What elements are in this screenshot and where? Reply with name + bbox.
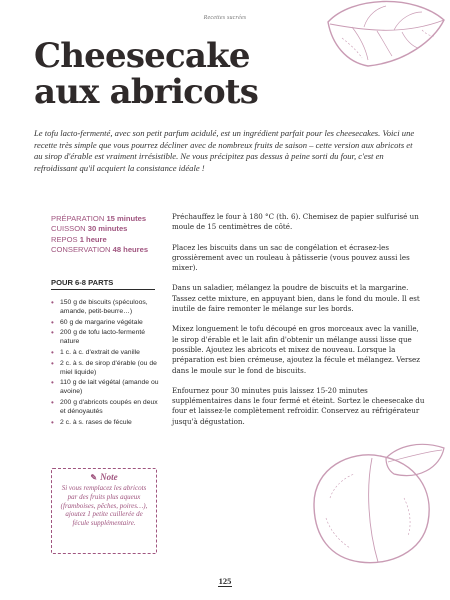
- meta-value: 30 minutes: [87, 224, 128, 234]
- page-number: [0, 576, 450, 586]
- meta-conservation: [51, 245, 161, 255]
- recipe-times: [51, 214, 161, 256]
- ingredient-item: • 200 g d'abricots coupés en deux et dénoyautés: [51, 399, 161, 417]
- ingredient-item: • 1 c. à c. d'extrait de vanille: [51, 349, 161, 358]
- meta-value: 48 heures: [112, 245, 149, 255]
- meta-label: REPOS: [51, 234, 78, 244]
- meta-value: 1 heure: [79, 234, 107, 244]
- ingredient-item: • 200 g de tofu lacto-fermenté nature: [51, 329, 161, 347]
- meta-label: PRÉPARATION: [51, 214, 105, 223]
- ingredient-item: • 2 c. à s. de sirop d'érable (ou de miel liquide): [51, 360, 161, 378]
- ingredient-list: [51, 299, 161, 429]
- ingredient-item: • 60 g de margarine végétale: [51, 319, 161, 328]
- running-head: Recettes sucrées: [203, 15, 247, 21]
- meta-cuisson: [51, 224, 161, 234]
- title-line-1: Cheesecake: [34, 36, 250, 76]
- page-number-value: 125: [218, 576, 232, 586]
- portions-heading: POUR 6-8 PARTS: [51, 278, 155, 290]
- note-title: Note: [100, 472, 118, 482]
- step-paragraph: Préchauffez le four à 180 °C (th. 6). Chemisez de papier sulfurisé un moule de 15 centimètres de côté.: [172, 212, 419, 232]
- step-paragraph: Placez les biscuits dans un sac de congélation et écrasez-les grossièrement avec un rouleau à pâtisserie (vous pouvez aussi les mixer).: [172, 242, 410, 273]
- meta-value: 15 minutes: [106, 214, 147, 223]
- step-paragraph: Dans un saladier, mélangez la poudre de biscuits et la margarine. Tassez cette mixture, en appuyant bien, dans le fond du moule. Il est inutile de faire remonter le mélange sur les bords.: [172, 283, 420, 314]
- step-paragraph: Enfournez pour 30 minutes puis laissez 15-20 minutes supplémentaires dans le four fermé et éteint. Sortez le cheesecake du four et laissez-le complètement refroidir. Conservez au réfrigérateur jusqu'à dégustation.: [172, 385, 425, 426]
- intro-paragraph: Le tofu lacto-fermenté, avec son petit parfum acidulé, est un ingrédient parfait pour les cheesecakes. Voici une recette très simple que vous pourrez décliner avec de nombreux fruits de saison – cette version aux abricots et au sirop d'érable est vraiment irrésistible. Ne vous précipitez pas dessus à peine sorti du four, c'est en refroidissant qu'il acquiert la consistance idéale !: [34, 128, 415, 173]
- recipe-steps: [172, 212, 427, 437]
- pencil-icon: ✎: [90, 473, 98, 482]
- ingredient-item: • 150 g de biscuits (spéculoos, amande, petit-beurre…): [51, 299, 161, 317]
- leaf-illustration-icon: [322, 0, 450, 80]
- meta-label: CUISSON: [51, 224, 86, 234]
- meta-preparation: [51, 214, 161, 224]
- step-paragraph: Mixez longuement le tofu découpé en gros morceaux avec la vanille, le sirop d'érable et le lait afin d'obtenir un mélange aussi lisse que possible. Ajoutez les abricots et mixez de nouveau. Lorsque la préparation est bien crémeuse, ajoutez la fécule et mélangez. Versez dans le moule sur le fond de biscuits.: [172, 324, 420, 375]
- meta-label: CONSERVATION: [51, 245, 111, 255]
- note-box: [51, 468, 157, 554]
- note-heading: [52, 472, 156, 482]
- ingredient-item: • 110 g de lait végétal (amande ou avoine): [51, 379, 161, 397]
- apricot-illustration-icon: [294, 438, 450, 568]
- page-title: [34, 38, 258, 110]
- title-line-2: aux abricots: [34, 72, 259, 112]
- note-text: Si vous remplacez les abricots par des fruits plus aqueux (framboises, pêches, poires…), ajoutez 1 petite cuillerée de fécule supplémentaire.: [60, 484, 148, 528]
- ingredient-item: • 2 c. à s. rases de fécule: [51, 419, 161, 428]
- meta-repos: [51, 235, 161, 245]
